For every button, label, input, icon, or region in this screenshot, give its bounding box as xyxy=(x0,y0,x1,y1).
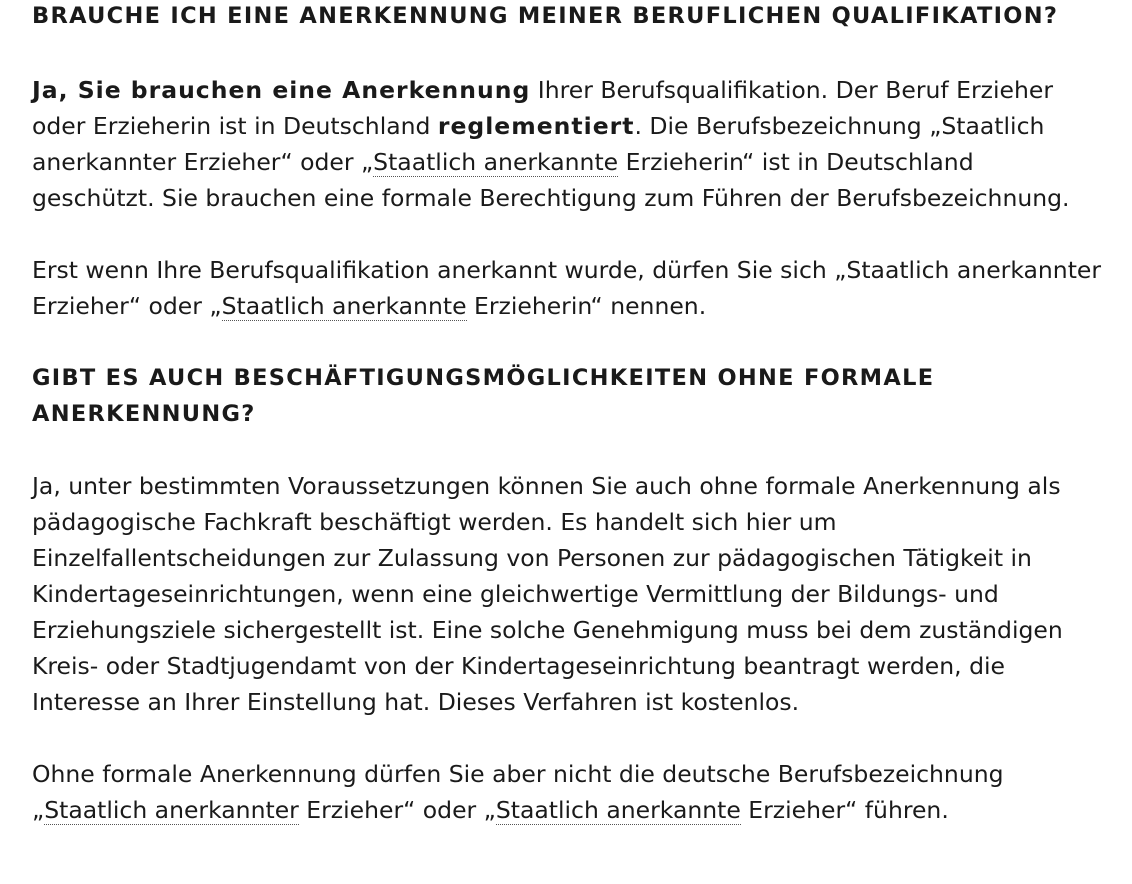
text-span: Erzieherin“ nennen. xyxy=(466,292,707,320)
text-span: Ohne formale Anerkennung dürfen Sie aber nicht die deutsche Berufsbezeichnung „ xyxy=(32,760,1004,824)
spacer xyxy=(32,720,1102,756)
section-heading-employment: GIBT ES AUCH BESCHÄFTIGUNGSMÖGLICHKEITEN OHNE FORMALE ANERKENNUNG? xyxy=(32,365,935,427)
bold-text: reglementiert xyxy=(437,112,635,140)
text-span: Erzieherin“ ist in Deutschland geschützt. Sie brauchen eine formale Berechtigung zum Führen der Berufsbezeichnung. xyxy=(32,148,1070,212)
abbreviation-term[interactable]: Staatlich anerkannte xyxy=(221,292,467,320)
paragraph-recognition-required xyxy=(32,72,1102,216)
bold-text: Ja, Sie brauchen eine Anerkennung xyxy=(32,76,531,104)
spacer xyxy=(32,324,1102,360)
paragraph-title-restriction xyxy=(32,756,1102,828)
section-heading-recognition: BRAUCHE ICH EINE ANERKENNUNG MEINER BERUFLICHEN QUALIFIKATION? xyxy=(32,3,1059,29)
text-span: Erzieher“ führen. xyxy=(740,796,949,824)
paragraph-title-usage xyxy=(32,252,1102,324)
spacer xyxy=(32,432,1102,468)
abbreviation-term[interactable]: Staatlich anerkannte xyxy=(495,796,741,824)
text-span: Erst wenn Ihre Berufsqualifikation anerkannt wurde, dürfen Sie sich „Staatlich anerkannter Erzieher“ oder „ xyxy=(32,256,1102,320)
spacer xyxy=(32,216,1102,252)
abbreviation-term[interactable]: Staatlich anerkannter xyxy=(44,796,299,824)
spacer xyxy=(32,36,1102,72)
paragraph-employment-options: Ja, unter bestimmten Voraussetzungen können Sie auch ohne formale Anerkennung als pädagogische Fachkraft beschäftigt werden. Es handelt sich hier um Einzelfallentscheidungen zur Zulassung von Personen zur pädagogischen Tätigkeit in Kindertageseinrichtungen, wenn eine gleichwertige Vermittlung der Bildungs- und Erziehungsziele sichergestellt ist. Eine solche Genehmigung muss bei dem zuständigen Kreis- oder Stadtjugendamt von der Kindertageseinrichtung beantragt werden, die Interesse an Ihrer Einstellung hat. Dieses Verfahren ist kostenlos. xyxy=(32,472,1063,716)
abbreviation-term[interactable]: Staatlich anerkannte xyxy=(373,148,619,176)
text-span: . Die Berufsbezeichnung „Staatlich anerkannter Erzieher“ oder „ xyxy=(32,112,1045,176)
text-span: Erzieher“ oder „ xyxy=(298,796,496,824)
text-span: Ihrer Berufsqualifikation. Der Beruf Erzieher oder Erzieherin ist in Deutschland xyxy=(32,76,1054,140)
